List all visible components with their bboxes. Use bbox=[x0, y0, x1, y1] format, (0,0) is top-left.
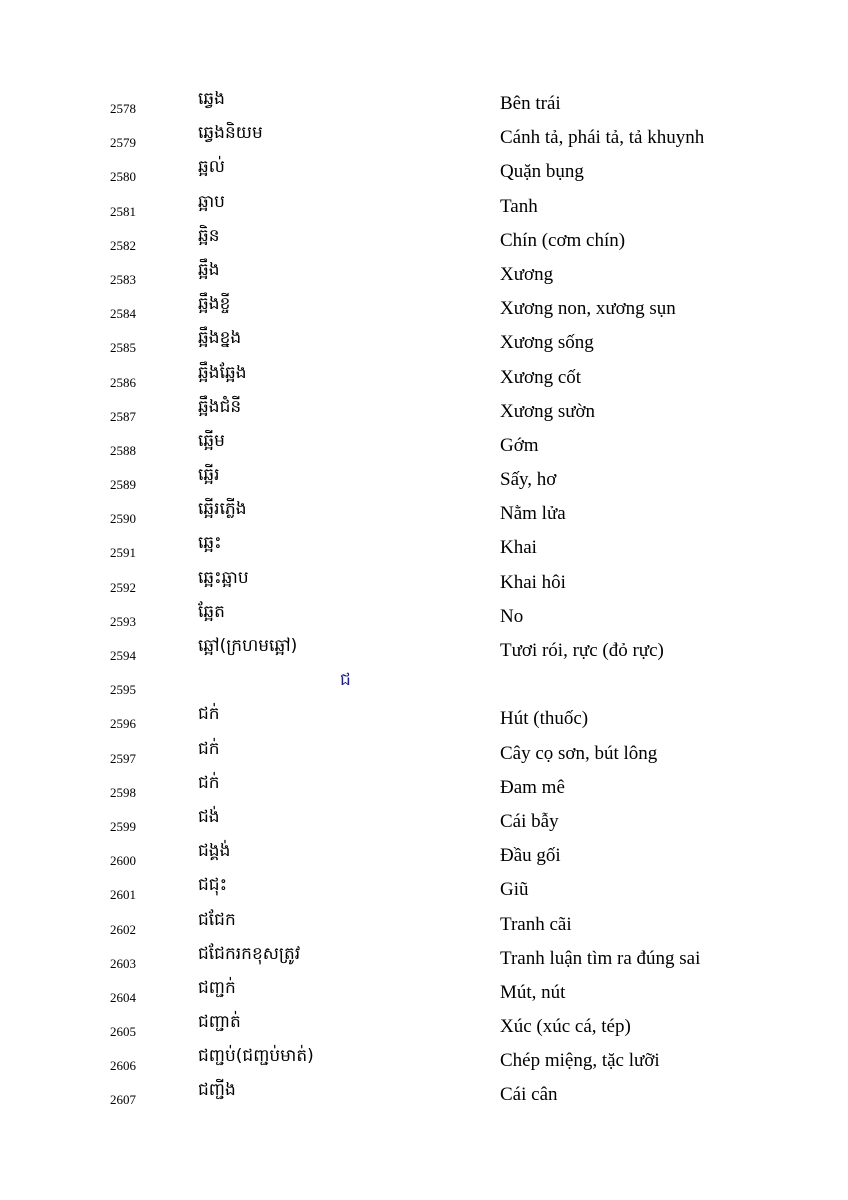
vietnamese-meaning: Xương non, xương sụn bbox=[500, 298, 676, 320]
section-letter: ជ bbox=[340, 670, 351, 691]
entry-number: 2598 bbox=[110, 784, 136, 800]
khmer-word: ឆ្អឹងឆ្អែង bbox=[198, 362, 247, 383]
entry-row bbox=[0, 426, 848, 460]
entry-number: 2585 bbox=[110, 340, 136, 356]
khmer-word: ឆ្អល់ bbox=[198, 157, 225, 178]
vietnamese-meaning: Sấy, hơ bbox=[500, 469, 557, 491]
vietnamese-meaning: No bbox=[500, 605, 524, 627]
entry-row bbox=[0, 84, 848, 118]
entry-row bbox=[0, 665, 848, 699]
khmer-word: ឆ្អិន bbox=[198, 225, 220, 246]
khmer-word: ជក់ bbox=[198, 738, 220, 759]
entry-row bbox=[0, 528, 848, 562]
dictionary-page bbox=[0, 84, 848, 1110]
khmer-word: ជង់ bbox=[198, 806, 220, 827]
vietnamese-meaning: Tranh cãi bbox=[500, 913, 572, 935]
entry-number: 2580 bbox=[110, 169, 136, 185]
khmer-word: ឆ្អេះ bbox=[198, 533, 222, 554]
entry-number: 2603 bbox=[110, 955, 136, 971]
entry-row bbox=[0, 152, 848, 186]
vietnamese-meaning: Xương cốt bbox=[500, 366, 582, 388]
entry-number: 2604 bbox=[110, 989, 136, 1005]
entry-row bbox=[0, 836, 848, 870]
entry-row bbox=[0, 768, 848, 802]
vietnamese-meaning: Tươi rói, rực (đỏ rực) bbox=[500, 640, 664, 661]
entry-row bbox=[0, 1041, 848, 1075]
khmer-word: ជជែករកខុសត្រូវ bbox=[198, 943, 301, 964]
entry-number: 2583 bbox=[110, 271, 136, 287]
entry-number: 2607 bbox=[110, 1092, 136, 1108]
khmer-word: ជក់ bbox=[198, 704, 220, 725]
entry-row bbox=[0, 939, 848, 973]
khmer-word: ឆ្អេះឆ្អាប bbox=[198, 567, 249, 588]
entry-number: 2600 bbox=[110, 853, 136, 869]
entry-row bbox=[0, 802, 848, 836]
vietnamese-meaning: Mút, nút bbox=[500, 981, 566, 1003]
vietnamese-meaning: Gớm bbox=[500, 434, 539, 456]
vietnamese-meaning: Xúc (xúc cá, tép) bbox=[500, 1016, 631, 1038]
khmer-word: ឆ្អឹងខ្នង bbox=[198, 328, 242, 349]
entry-row bbox=[0, 392, 848, 426]
vietnamese-meaning: Tranh luận tìm ra đúng sai bbox=[500, 947, 701, 969]
entry-row bbox=[0, 460, 848, 494]
entry-row bbox=[0, 631, 848, 665]
khmer-word: ជជែក bbox=[198, 909, 236, 930]
khmer-word: ឆ្អើរ bbox=[198, 465, 220, 486]
entry-number: 2578 bbox=[110, 101, 136, 116]
entry-row bbox=[0, 870, 848, 904]
entry-row bbox=[0, 118, 848, 152]
entry-row bbox=[0, 973, 848, 1007]
entry-number: 2595 bbox=[110, 682, 136, 698]
entry-number: 2591 bbox=[110, 545, 136, 561]
entry-number: 2590 bbox=[110, 511, 136, 527]
entry-row bbox=[0, 187, 848, 221]
khmer-word: ឆ្អឹងខ្ចី bbox=[198, 294, 231, 315]
entry-number: 2594 bbox=[110, 648, 136, 663]
vietnamese-meaning: Quặn bụng bbox=[500, 161, 584, 183]
vietnamese-meaning: Chín (cơm chín) bbox=[500, 229, 626, 251]
entry-number: 2592 bbox=[110, 579, 136, 595]
entry-number: 2597 bbox=[110, 750, 136, 766]
vietnamese-meaning: Bên trái bbox=[500, 93, 561, 114]
khmer-word: ឆ្អើម bbox=[198, 430, 225, 451]
entry-number: 2602 bbox=[110, 921, 136, 937]
khmer-word: ជជុះ bbox=[198, 875, 228, 896]
entry-number: 2588 bbox=[110, 442, 136, 458]
khmer-word: ឆ្វេងនិយម bbox=[198, 123, 263, 144]
khmer-word: ឆ្អឹង bbox=[198, 259, 220, 280]
vietnamese-meaning: Đam mê bbox=[500, 776, 565, 798]
entry-number: 2587 bbox=[110, 408, 136, 424]
vietnamese-meaning: Giũ bbox=[500, 879, 529, 901]
vietnamese-meaning: Chép miệng, tặc lưỡi bbox=[500, 1050, 660, 1072]
entry-row bbox=[0, 221, 848, 255]
vietnamese-meaning: Xương sống bbox=[500, 332, 594, 354]
entry-row bbox=[0, 1075, 848, 1109]
entry-number: 2605 bbox=[110, 1024, 136, 1040]
entry-number: 2582 bbox=[110, 237, 136, 253]
vietnamese-meaning: Cái cân bbox=[500, 1084, 558, 1106]
entry-row bbox=[0, 255, 848, 289]
khmer-word: ជញ្ជក់ bbox=[198, 977, 236, 998]
entry-number: 2589 bbox=[110, 477, 136, 493]
entry-number: 2596 bbox=[110, 716, 136, 732]
vietnamese-meaning: Cái bẫy bbox=[500, 810, 559, 832]
entry-row bbox=[0, 563, 848, 597]
entry-row bbox=[0, 597, 848, 631]
entry-row bbox=[0, 289, 848, 323]
entry-number: 2593 bbox=[110, 613, 136, 629]
entry-row bbox=[0, 1007, 848, 1041]
khmer-word: ឆ្អឹងជំនី bbox=[198, 396, 242, 417]
entry-row bbox=[0, 323, 848, 357]
vietnamese-meaning: Xương sườn bbox=[500, 400, 596, 422]
vietnamese-meaning: Xương bbox=[500, 263, 554, 285]
entry-row bbox=[0, 358, 848, 392]
entry-number: 2606 bbox=[110, 1058, 136, 1074]
vietnamese-meaning: Đầu gối bbox=[500, 845, 561, 867]
khmer-word: ជក់ bbox=[198, 772, 220, 793]
khmer-word: ឆ្អែត bbox=[198, 601, 225, 622]
entry-row bbox=[0, 734, 848, 768]
entry-number: 2599 bbox=[110, 818, 136, 834]
khmer-word: ឆ្អាប bbox=[198, 191, 225, 212]
vietnamese-meaning: Cánh tả, phái tả, tả khuynh bbox=[500, 127, 705, 149]
entry-row bbox=[0, 905, 848, 939]
entry-number: 2584 bbox=[110, 306, 136, 322]
entry-number: 2579 bbox=[110, 135, 136, 151]
vietnamese-meaning: Cây cọ sơn, bút lông bbox=[500, 742, 658, 764]
entry-number: 2601 bbox=[110, 887, 136, 903]
khmer-word: ឆ្វេង bbox=[198, 89, 225, 109]
vietnamese-meaning: Nằm lửa bbox=[500, 503, 566, 525]
khmer-word: ជញ្ជាត់ bbox=[198, 1012, 241, 1033]
khmer-word: ឆ្អើរភ្លើង bbox=[198, 499, 247, 520]
entry-row bbox=[0, 699, 848, 733]
vietnamese-meaning: Khai bbox=[500, 537, 537, 559]
khmer-word: ជញ្ជីង bbox=[198, 1080, 236, 1101]
khmer-word: ជង្គង់ bbox=[198, 841, 231, 862]
khmer-word: ជញ្ជប់(ជញ្ជប់មាត់) bbox=[198, 1046, 314, 1067]
vietnamese-meaning: Tanh bbox=[500, 195, 538, 217]
entry-number: 2581 bbox=[110, 203, 136, 219]
vietnamese-meaning: Khai hôi bbox=[500, 571, 566, 593]
entry-number: 2586 bbox=[110, 374, 136, 390]
khmer-word: ឆ្អៅ(ក្រហមឆ្អៅ) bbox=[198, 636, 298, 656]
entry-row bbox=[0, 494, 848, 528]
vietnamese-meaning: Hút (thuốc) bbox=[500, 708, 589, 730]
